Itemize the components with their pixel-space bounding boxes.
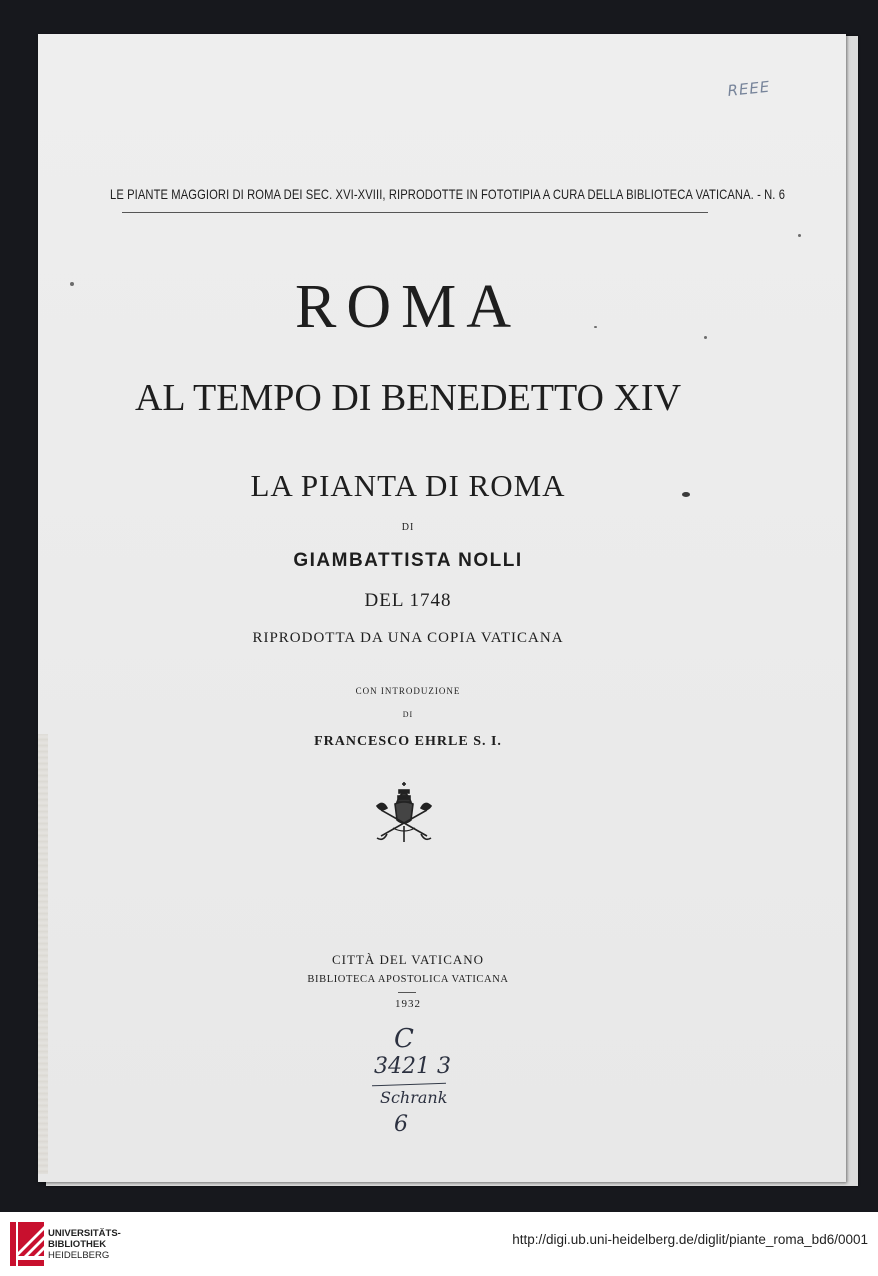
permalink-url[interactable]: http://digi.ub.uni-heidelberg.de/diglit/piante_roma_bd6/0001 [512,1232,868,1247]
map-date: DEL 1748 [364,590,452,611]
call-number-prefix: C [394,1024,414,1054]
call-number-rule [372,1083,446,1087]
di-label-1: DI [401,522,415,533]
publication-place: CITTÀ DEL VATICANO [331,952,485,967]
library-name-line-1: UNIVERSITÄTS- [48,1228,121,1239]
paper-speck [704,336,707,339]
reproduction-note: RIPRODOTTA DA UNA COPIA VATICANA [252,630,564,646]
university-library-logo-icon[interactable] [10,1222,44,1266]
paper-speck [682,492,690,497]
main-title: ROMA [294,273,522,341]
header-rule [122,212,708,213]
library-name [48,1228,121,1261]
papal-emblem-icon [373,780,435,844]
call-shelf: Schrank [380,1088,448,1107]
editor-name: FRANCESCO EHRLE S. I. [314,734,502,749]
paper-speck [798,234,801,237]
paper-speck [594,326,597,328]
call-number: 3421 3 [374,1054,451,1079]
work-title: LA PIANTA DI ROMA [250,468,566,503]
publication-year: 1932 [395,998,421,1010]
library-name-line-3: HEIDELBERG [48,1250,110,1261]
library-name-line-2: BIBLIOTHEK [48,1239,107,1250]
viewer-footer [0,1212,878,1276]
year-rule [398,992,416,993]
intro-note: CON INTRODUZIONE [355,686,461,696]
series-header: LE PIANTE MAGGIORI DI ROMA DEI SEC. XVI-XVIII, RIPRODOTTE IN FOTOTIPIA A CURA DELLA BIBLIOTECA VATICANA. - N. 6 [110,187,786,203]
subtitle: AL TEMPO DI BENEDETTO XIV [134,377,682,419]
handwritten-mark-top-right: REEE [726,77,772,100]
di-label-2: DI [402,710,414,719]
title-page [38,34,846,1182]
author-name: GIAMBATTISTA NOLLI [293,550,523,571]
call-shelf-number: 6 [394,1112,408,1137]
publisher-name: BIBLIOTECA APOSTOLICA VATICANA [307,974,509,985]
paper-speck [70,282,74,286]
